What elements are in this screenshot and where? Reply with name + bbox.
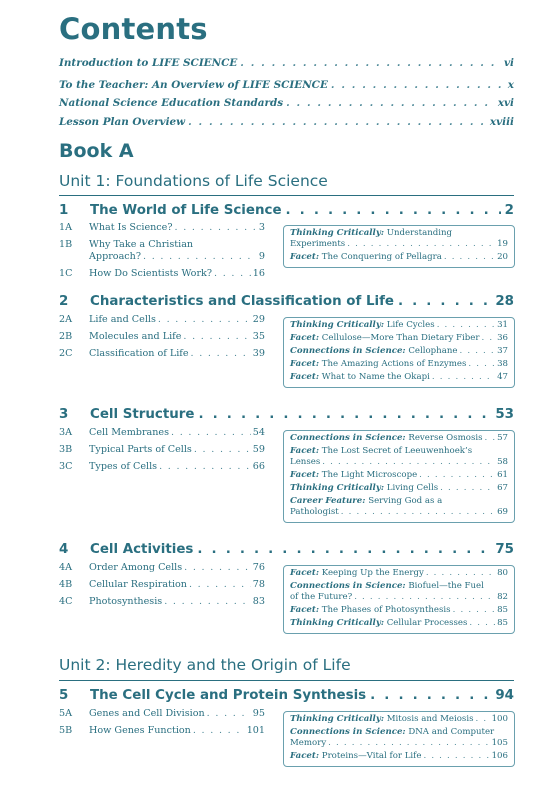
dot-leader <box>322 457 495 468</box>
feature-item[interactable] <box>290 581 508 603</box>
section-title: What Is Science? <box>89 222 173 233</box>
feature-title: Serving God as a <box>368 496 443 507</box>
section-page: 66 <box>252 460 265 472</box>
dot-leader <box>453 605 495 616</box>
feature-title-cont: Lenses <box>290 457 321 468</box>
feature-page: 57 <box>497 433 508 443</box>
feature-title: What to Name the Okapi <box>321 372 430 382</box>
section-title: Cell Membranes <box>89 427 170 438</box>
section-list <box>59 314 265 365</box>
dot-leader <box>194 444 251 456</box>
section-page: 9 <box>258 250 265 262</box>
section-title: Molecules and Life <box>89 330 182 342</box>
section-item[interactable] <box>59 562 265 574</box>
unit-heading: Unit 1: Foundations of Life Science <box>59 172 328 190</box>
chapter-title: Characteristics and Classification of Life <box>90 294 394 309</box>
feature-title-cont: Pathologist <box>290 507 339 518</box>
feature-page: 20 <box>497 252 508 263</box>
front-matter-item[interactable] <box>59 57 514 69</box>
section-list <box>59 427 265 478</box>
dot-leader <box>193 725 245 737</box>
feature-page: 58 <box>497 457 508 468</box>
feature-kind: Connections in Science: <box>290 433 406 443</box>
dot-leader <box>485 433 496 444</box>
section-item[interactable] <box>59 239 265 263</box>
chapter-title: Cell Activities <box>90 542 194 557</box>
feature-kind: Thinking Critically: <box>290 228 384 238</box>
section-page: 59 <box>252 443 265 455</box>
feature-kind: Career Feature: <box>290 496 366 507</box>
section-page: 3 <box>258 222 265 233</box>
feature-page: 69 <box>497 507 508 518</box>
feature-page: 36 <box>497 333 508 343</box>
feature-kind: Facet: <box>290 568 320 578</box>
dot-leader <box>286 203 501 218</box>
section-item[interactable] <box>59 268 265 280</box>
front-matter-page: vi <box>504 57 514 69</box>
section-title: How Do Scientists Work? <box>89 267 212 279</box>
feature-kind: Facet: <box>290 605 320 616</box>
feature-item[interactable] <box>290 333 508 344</box>
dot-leader <box>171 427 251 439</box>
feature-title: Cellulose—More Than Dietary Fiber <box>321 333 480 343</box>
dot-leader <box>199 407 492 422</box>
section-page: 54 <box>252 427 265 438</box>
section-title: Cellular Respiration <box>89 578 187 590</box>
section-number: 1B <box>59 238 73 250</box>
feature-page: 19 <box>497 239 508 250</box>
feature-kind: Thinking Critically: <box>290 618 384 629</box>
section-item[interactable] <box>59 331 265 343</box>
section-number: 2A <box>59 314 73 325</box>
feature-page: 105 <box>491 738 508 749</box>
section-list <box>59 562 265 613</box>
section-page: 76 <box>252 562 265 573</box>
dot-leader <box>440 483 495 494</box>
feature-page: 80 <box>497 568 508 578</box>
section-number: 1A <box>59 222 73 233</box>
feature-page: 67 <box>497 483 508 494</box>
front-matter-label: National Science Education Standards <box>59 97 284 109</box>
feature-page: 85 <box>497 618 508 629</box>
section-number: 4C <box>59 595 73 607</box>
chapter-heading[interactable] <box>59 688 514 703</box>
feature-item[interactable] <box>290 446 508 468</box>
feature-item[interactable] <box>290 568 508 579</box>
feature-kind: Facet: <box>290 470 320 481</box>
section-number: 5A <box>59 708 73 719</box>
section-title: Photosynthesis <box>89 595 163 607</box>
feature-title: Understanding <box>386 228 453 238</box>
front-matter-item[interactable] <box>59 97 514 109</box>
feature-title: Cellular Processes <box>386 618 468 629</box>
dot-leader <box>398 294 491 309</box>
section-page: 101 <box>246 724 265 736</box>
section-page: 16 <box>252 267 265 279</box>
section-item[interactable] <box>59 314 265 326</box>
section-page: 39 <box>252 347 265 359</box>
dot-leader <box>341 507 495 518</box>
section-title: Life and Cells <box>89 314 156 325</box>
dot-leader <box>191 348 251 360</box>
dot-leader <box>189 579 251 591</box>
feature-page: 38 <box>497 359 508 369</box>
feature-item[interactable] <box>290 372 508 383</box>
dot-leader <box>188 116 487 128</box>
section-title: Order Among Cells <box>89 562 183 573</box>
chapter-heading[interactable] <box>59 294 514 309</box>
feature-title: Living Cells <box>386 483 439 494</box>
dot-leader <box>475 714 489 725</box>
dot-leader <box>207 708 251 720</box>
chapter-number: 3 <box>59 407 69 422</box>
feature-kind: Facet: <box>290 446 320 456</box>
dot-leader <box>426 568 495 579</box>
section-page: 29 <box>252 314 265 325</box>
dot-leader <box>183 331 250 343</box>
dot-leader <box>175 222 257 234</box>
dot-leader <box>143 251 257 263</box>
section-number: 2C <box>59 347 73 359</box>
feature-page: 31 <box>497 320 508 330</box>
feature-title-cont: of the Future? <box>290 592 353 603</box>
feature-kind: Facet: <box>290 359 320 369</box>
dot-leader <box>240 57 501 69</box>
feature-item[interactable] <box>290 496 508 518</box>
section-title: How Genes Function <box>89 724 191 736</box>
front-matter-page: xvi <box>497 97 514 109</box>
feature-item[interactable] <box>290 714 508 725</box>
feature-kind: Thinking Critically: <box>290 483 384 494</box>
feature-kind: Thinking Critically: <box>290 714 384 724</box>
feature-title: The Phases of Photosynthesis <box>321 605 451 616</box>
front-matter-page: x <box>507 79 514 91</box>
unit-divider <box>59 680 514 681</box>
feature-kind: Facet: <box>290 751 320 762</box>
chapter-page: 28 <box>495 294 514 309</box>
page-title: Contents <box>59 12 208 46</box>
dot-leader <box>468 359 495 370</box>
feature-page: 61 <box>497 470 508 481</box>
dot-leader <box>159 461 251 473</box>
dot-leader <box>444 252 495 263</box>
feature-title: The Amazing Actions of Enzymes <box>321 359 467 369</box>
feature-kind: Facet: <box>290 372 320 382</box>
feature-box <box>283 565 515 634</box>
unit-heading: Unit 2: Heredity and the Origin of Life <box>59 656 351 674</box>
section-page: 95 <box>252 708 265 719</box>
dot-leader <box>328 738 489 749</box>
section-page: 78 <box>252 578 265 590</box>
feature-kind: Thinking Critically: <box>290 320 384 330</box>
dot-leader <box>419 470 495 481</box>
dot-leader <box>481 333 495 344</box>
chapter-page: 2 <box>504 203 514 218</box>
feature-item[interactable] <box>290 433 508 444</box>
feature-title: Biofuel—the Fuel <box>408 581 484 591</box>
dot-leader <box>370 688 491 703</box>
dot-leader <box>158 314 251 326</box>
dot-leader <box>347 239 495 250</box>
feature-page: 47 <box>497 372 508 382</box>
feature-title: The Lost Secret of Leeuwenhoek’s <box>321 446 473 456</box>
chapter-title: The World of Life Science <box>90 203 282 218</box>
section-item[interactable] <box>59 579 265 591</box>
section-item[interactable] <box>59 427 265 439</box>
section-item[interactable] <box>59 348 265 360</box>
chapter-heading[interactable] <box>59 542 514 557</box>
chapter-number: 4 <box>59 542 69 557</box>
unit-divider <box>59 195 514 196</box>
feature-item[interactable] <box>290 470 508 481</box>
feature-item[interactable] <box>290 727 508 749</box>
feature-title: DNA and Computer <box>408 727 495 737</box>
chapter-heading[interactable] <box>59 407 514 422</box>
front-matter-label: Introduction to LIFE SCIENCE <box>59 57 238 69</box>
dot-leader <box>437 320 495 331</box>
feature-kind: Connections in Science: <box>290 346 406 356</box>
dot-leader <box>214 268 251 280</box>
section-number: 3C <box>59 460 73 472</box>
feature-title-cont: Memory <box>290 738 327 749</box>
feature-title: Keeping Up the Energy <box>321 568 424 578</box>
dot-leader <box>331 79 505 91</box>
section-title: Types of Cells <box>89 460 158 472</box>
section-title-cont: Approach? <box>89 250 141 262</box>
chapter-page: 94 <box>495 688 514 703</box>
feature-item[interactable] <box>290 346 508 357</box>
feature-page: 37 <box>497 346 508 356</box>
feature-title: Proteins—Vital for Life <box>321 751 422 762</box>
section-title: Genes and Cell Division <box>89 708 205 719</box>
dot-leader <box>164 596 251 608</box>
chapter-number: 5 <box>59 688 69 703</box>
feature-kind: Facet: <box>290 252 320 263</box>
feature-box <box>283 225 515 268</box>
section-title: Typical Parts of Cells <box>89 443 192 455</box>
feature-box <box>283 711 515 767</box>
feature-box <box>283 430 515 523</box>
feature-title: Cellophane <box>408 346 458 356</box>
feature-item[interactable] <box>290 320 508 331</box>
chapter-page: 75 <box>495 542 514 557</box>
feature-item[interactable] <box>290 618 508 629</box>
section-number: 4B <box>59 578 73 590</box>
section-page: 35 <box>252 330 265 342</box>
feature-title: The Conquering of Pellagra <box>321 252 442 263</box>
feature-title: The Light Microscope <box>321 470 418 481</box>
front-matter-label: Lesson Plan Overview <box>59 116 186 128</box>
section-item[interactable] <box>59 725 265 737</box>
section-page: 83 <box>252 595 265 607</box>
dot-leader <box>423 751 489 762</box>
feature-page: 82 <box>497 592 508 603</box>
chapter-number: 2 <box>59 294 69 309</box>
feature-page: 100 <box>491 714 508 724</box>
dot-leader <box>354 592 495 603</box>
feature-title-cont: Experiments <box>290 239 346 250</box>
feature-item[interactable] <box>290 751 508 762</box>
section-item[interactable] <box>59 596 265 608</box>
feature-item[interactable] <box>290 605 508 616</box>
section-item[interactable] <box>59 461 265 473</box>
feature-kind: Connections in Science: <box>290 727 406 737</box>
chapter-title: The Cell Cycle and Protein Synthesis <box>90 688 367 703</box>
section-item[interactable] <box>59 708 265 720</box>
section-list <box>59 708 265 742</box>
section-item[interactable] <box>59 444 265 456</box>
section-item[interactable] <box>59 222 265 234</box>
chapter-heading[interactable] <box>59 203 514 218</box>
dot-leader <box>184 562 251 574</box>
feature-item[interactable] <box>290 228 508 250</box>
front-matter-page: xviii <box>489 116 514 128</box>
feature-title: Reverse Osmosis <box>408 433 483 443</box>
feature-page: 85 <box>497 605 508 616</box>
dot-leader <box>469 618 495 629</box>
section-number: 5B <box>59 724 73 736</box>
section-number: 4A <box>59 562 73 573</box>
feature-title: Life Cycles <box>386 320 435 330</box>
feature-item[interactable] <box>290 359 508 370</box>
section-number: 3B <box>59 443 73 455</box>
section-title: Why Take a Christian <box>89 238 194 250</box>
front-matter-item[interactable] <box>59 79 514 91</box>
front-matter-item[interactable] <box>59 116 514 128</box>
dot-leader <box>459 346 495 357</box>
feature-title: Mitosis and Meiosis <box>386 714 474 724</box>
chapter-page: 53 <box>495 407 514 422</box>
feature-item[interactable] <box>290 483 508 494</box>
section-number: 3A <box>59 427 73 438</box>
section-list <box>59 222 265 285</box>
feature-item[interactable] <box>290 252 508 263</box>
section-number: 2B <box>59 330 73 342</box>
chapter-title: Cell Structure <box>90 407 195 422</box>
feature-box <box>283 317 515 388</box>
dot-leader <box>286 97 495 109</box>
section-number: 1C <box>59 267 73 279</box>
book-heading: Book A <box>59 140 134 162</box>
front-matter-label: To the Teacher: An Overview of LIFE SCIENCE <box>59 79 328 91</box>
dot-leader <box>197 542 491 557</box>
section-title: Classification of Life <box>89 347 189 359</box>
dot-leader <box>432 372 495 383</box>
chapter-number: 1 <box>59 203 69 218</box>
feature-page: 106 <box>491 751 508 762</box>
feature-kind: Connections in Science: <box>290 581 406 591</box>
feature-kind: Facet: <box>290 333 320 343</box>
